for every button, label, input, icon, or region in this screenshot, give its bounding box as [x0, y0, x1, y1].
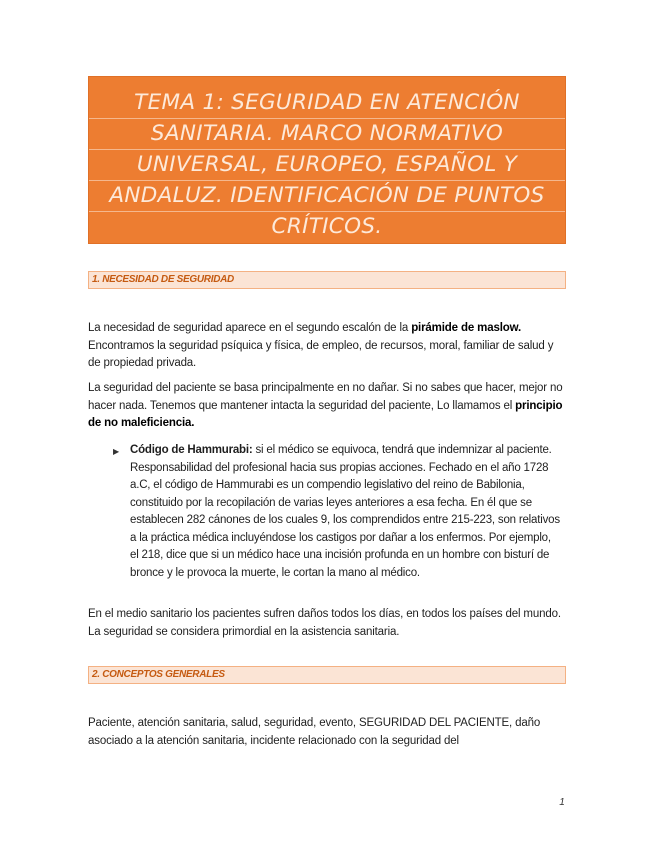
- paragraph-medio-sanitario: En el medio sanitario los pacientes sufren daños todos los días, en todos los países del mundo. La seguridad se considera primordial en la asistencia sanitaria.: [88, 608, 561, 638]
- paragraph-bold: principio de no maleficiencia.: [88, 399, 563, 429]
- title-line: SANITARIA. MARCO NORMATIVO: [150, 121, 504, 146]
- paragraph-no-danar: [88, 380, 568, 433]
- bullet-arrow-icon: ▶: [113, 447, 120, 456]
- bullet-bold: Código de Hammurabi:: [130, 444, 253, 456]
- paragraph-maslow: [88, 320, 568, 373]
- paragraph-text: La necesidad de seguridad aparece en el segundo escalón de la: [88, 322, 412, 334]
- paragraph-text: La seguridad del paciente se basa principalmente en no dañar. Si no sabes que hacer, mejor no hacer nada. Tenemos que mantener intacta la seguridad del paciente, Lo llamamos el: [88, 382, 563, 412]
- paragraph-text: Encontramos la seguridad psíquica y física, de empleo, de recursos, moral, familiar de salud y de propiedad privada.: [88, 339, 554, 369]
- bullet-text: si el médico se equivoca, tendrá que indemnizar al paciente. Responsabilidad del profesional hacia sus propias acciones. Fechado en el año 1728 a.C, el código de Hammurabi es un compendio legislativo del reino de Babilonia, constituido por la recopilación de varias leyes anteriores a esa fecha. En él que se establecen 282 cánones de los cuales 9, los comprendidos entre 215-223, son relativos a la práctica médica incluyéndose los castigos por dañar a los enfermos. Por ejemplo, el 218, dice que si un médico hace una incisión profunda en un hombre con bisturí de bronce y le provoca la muerte, le cortan la mano al médico.: [130, 444, 560, 579]
- paragraph-bold: pirámide de maslow.: [411, 322, 522, 334]
- document-title-box: [88, 76, 566, 244]
- document-title: [89, 87, 565, 242]
- section-heading-conceptos-generales: 2. CONCEPTOS GENERALES: [88, 666, 566, 684]
- section-heading-necesidad-seguridad: 1. NECESIDAD DE SEGURIDAD: [88, 271, 566, 289]
- bullet-item-hammurabi: [130, 442, 562, 582]
- title-line: UNIVERSAL, EUROPEO, ESPAÑOL Y: [136, 152, 518, 177]
- paragraph-conceptos: Paciente, atención sanitaria, salud, seguridad, evento, SEGURIDAD DEL PACIENTE, daño asociado a la atención sanitaria, incidente relacionado con la seguridad del: [88, 717, 541, 747]
- page-number: 1: [559, 797, 565, 808]
- title-line: CRÍTICOS.: [271, 214, 383, 239]
- title-line: ANDALUZ. IDENTIFICACIÓN DE PUNTOS: [109, 183, 545, 208]
- title-line: TEMA 1: SEGURIDAD EN ATENCIÓN: [134, 90, 520, 115]
